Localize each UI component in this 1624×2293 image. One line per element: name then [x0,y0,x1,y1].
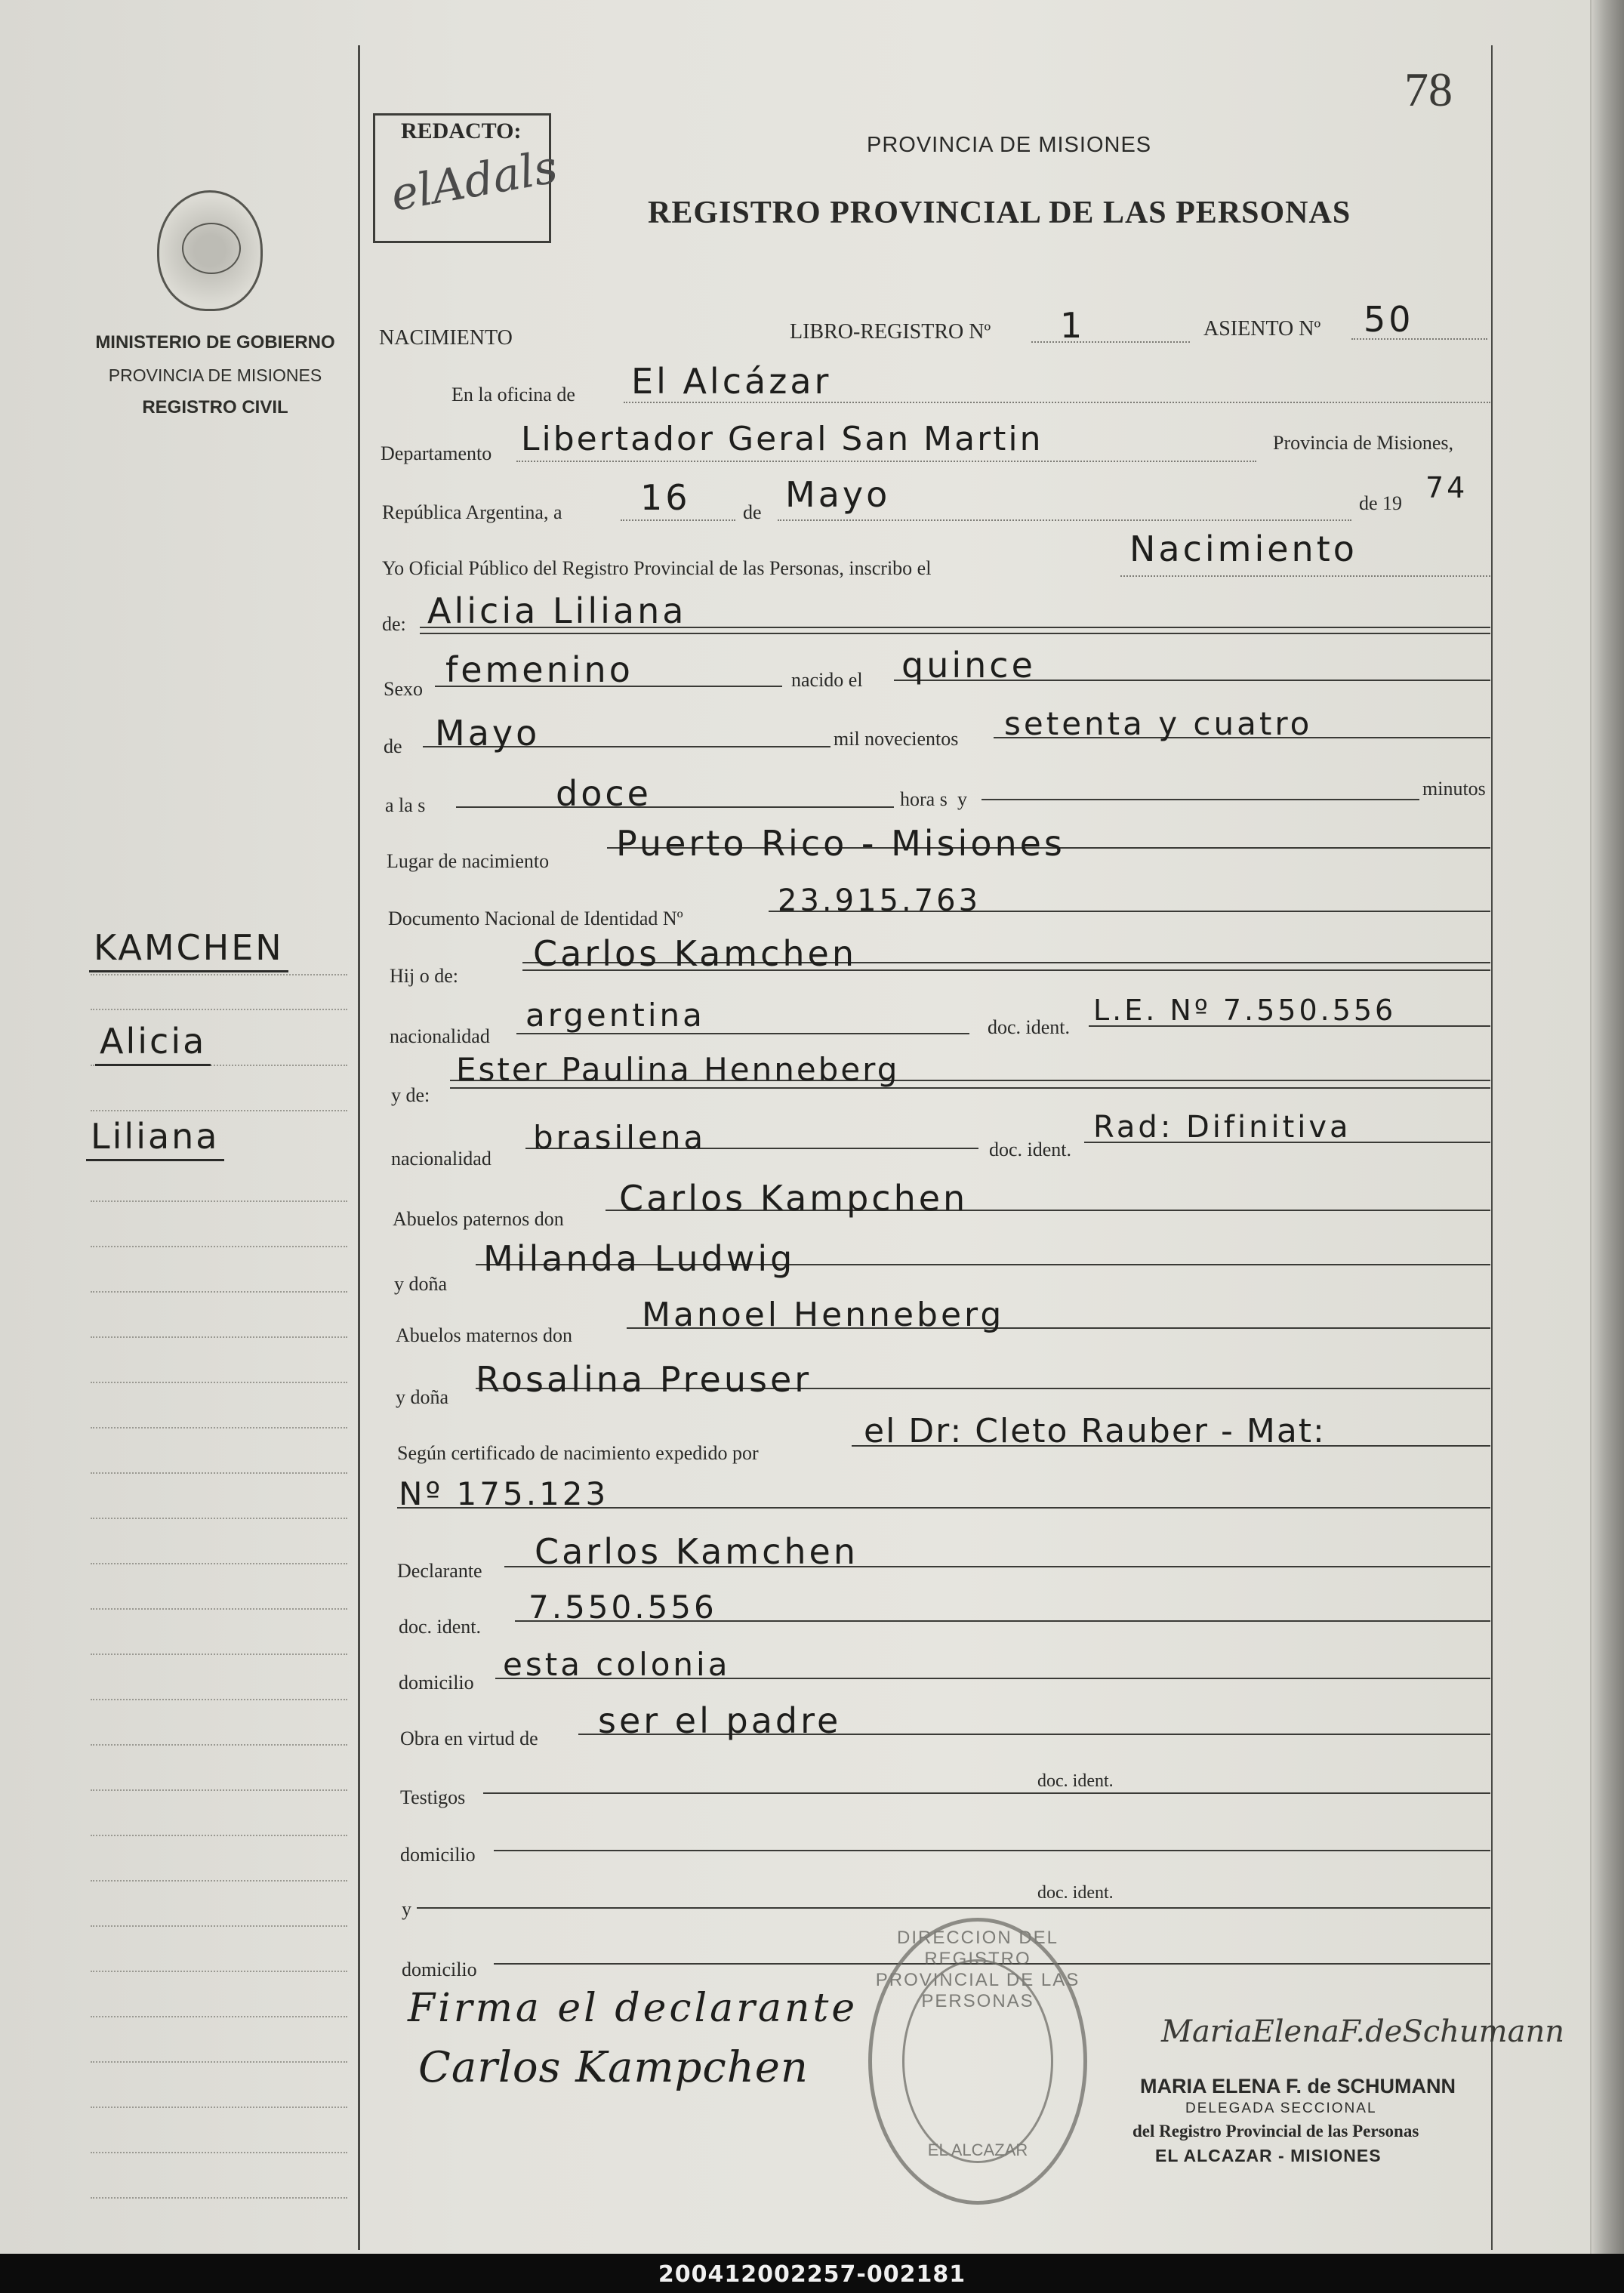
certificado-value: el Dr: Cleto Rauber - Mat: [864,1412,1326,1450]
republica-label: República Argentina, a [382,501,562,523]
departamento-label: Departamento [381,442,492,464]
certificado-label: Según certificado de nacimiento expedido por [397,1442,759,1464]
margin-line [91,1789,347,1791]
inscribo-line [1120,575,1490,577]
declarante-value: Carlos Kamchen [535,1531,858,1572]
redacto-label: REDACTO: [401,119,522,143]
official-signature: MariaElenaF.deSchumann [1161,2014,1564,2049]
a-las-label: a la s [385,794,426,816]
anio-value: 74 [1425,471,1468,504]
minutos-label: minutos [1422,778,1486,800]
act-type: NACIMIENTO [379,326,513,350]
declarante-label: Declarante [397,1560,482,1582]
margin-line [91,1925,347,1927]
departamento-line [516,461,1256,462]
ministry-name: MINISTERIO DE GOBIERNO [95,332,335,353]
madre-nacionalidad-label: nacionalidad [391,1148,492,1170]
madre-label: y de: [391,1084,430,1106]
page-number: 78 [1404,63,1453,116]
abuelo-paterno-value: Carlos Kampchen [619,1178,969,1219]
margin-line [91,1110,347,1111]
margin-line [91,1699,347,1700]
madre-doc-value: Rad: Difinitiva [1093,1110,1351,1145]
madre-doc-label: doc. ident. [989,1139,1072,1160]
binding-edge [1592,0,1624,2254]
y-label: y [957,788,967,810]
margin-line [91,974,347,975]
asiento-value: 50 [1364,299,1414,340]
footer-bar [0,2254,1624,2293]
ministry-civil: REGISTRO CIVIL [142,397,288,418]
abuela-materna-label: y doña [396,1386,449,1408]
asiento-label: ASIENTO Nº [1203,317,1321,341]
nacido-anio-value: setenta y cuatro [1004,705,1313,742]
redacto-signature: elAdals [387,140,562,222]
province-title: PROVINCIA DE MISIONES [867,133,1152,157]
sexo-label: Sexo [384,678,423,700]
declarante-signature: Carlos Kampchen [418,2043,809,2092]
margin-line [91,1608,347,1610]
libro-value: 1 [1060,305,1086,346]
stamp-arc-text: DIRECCION DEL REGISTRO PROVINCIAL DE LAS PERSONAS [875,1928,1080,2011]
inscribo-label: Yo Oficial Público del Registro Provincial de las Personas, inscribo el [382,557,932,579]
margin-line [91,1246,347,1247]
testigo-domicilio-label: domicilio [400,1844,476,1866]
libro-label: LIBRO-REGISTRO Nº [790,320,991,344]
abuela-paterna-value: Milanda Ludwig [483,1238,796,1279]
margin-line [91,2061,347,2063]
nombre-line-2 [420,633,1490,634]
nacido-dia-value: quince [901,645,1036,686]
margin-line [91,1472,347,1474]
nombre-value: Alicia Liliana [427,590,687,631]
ministry-province: PROVINCIA DE MISIONES [108,365,322,385]
oficina-line [624,402,1490,403]
libro-line [1031,341,1190,343]
declarante-doc-label: doc. ident. [399,1616,482,1638]
mil-label: mil novecientos [834,728,959,750]
margin-line [91,2152,347,2153]
official-name: MARIA ELENA F. de SCHUMANN [1140,2075,1456,2097]
dni-label: Documento Nacional de Identidad Nº [388,908,683,929]
departamento-value: Libertador Geral San Martin [521,420,1043,458]
margin-line [91,1835,347,1836]
domicilio-label: domicilio [399,1672,474,1694]
abuelos-maternos-label: Abuelos maternos don [396,1324,572,1346]
testigo-domicilio-line [494,1850,1490,1851]
margin-line [91,2016,347,2017]
dia-value: 16 [640,477,691,518]
mes-line [778,519,1351,521]
testigo2-doc-label: doc. ident. [1037,1883,1114,1903]
margin-line [91,1427,347,1429]
image-id-caption: 200412002257-002181 [658,2261,966,2288]
testigo2-domicilio-label: domicilio [402,1959,477,1980]
coat-of-arms-seal [157,190,263,311]
padre-doc-label: doc. ident. [988,1016,1071,1038]
margin-line [91,2107,347,2108]
domicilio-value: esta colonia [503,1646,731,1683]
obra-value: ser el padre [598,1700,842,1741]
minutos-line [981,799,1419,800]
nacido-mes-value: Mayo [435,713,541,754]
oficina-value: El Alcázar [631,361,832,402]
margin-rule [358,45,360,2250]
firma-nota: Firma el declarante [408,1986,858,2031]
dni-value: 23.915.763 [778,883,981,918]
margin-line [91,2197,347,2199]
margin-line [91,1200,347,1202]
margin-line [91,1653,347,1655]
nacido-label: nacido el [791,669,863,691]
de-mes-label: de [384,735,402,757]
nombre-label: de: [382,613,406,635]
redacto-box [373,113,562,243]
certificado-cont-value: Nº 175.123 [399,1475,609,1512]
official-stamp [868,1918,1087,2205]
madre-nacionalidad-value: brasilena [533,1119,707,1156]
testigo2-line [417,1907,1490,1909]
lugar-label: Lugar de nacimiento [387,850,550,872]
abuelos-paternos-label: Abuelos paternos don [393,1208,564,1230]
margin-given-name-1: Alicia [100,1021,207,1062]
testigo2-label: y [402,1898,411,1920]
testigo-doc-label: doc. ident. [1037,1771,1114,1791]
dia-line [621,519,735,521]
padre-nacionalidad-label: nacionalidad [390,1025,490,1047]
margin-given-name-2: Liliana [91,1116,220,1157]
registry-title: REGISTRO PROVINCIAL DE LAS PERSONAS [648,196,1351,230]
right-rule [1491,45,1493,2250]
margin-line [91,1880,347,1882]
margin-line [91,1563,347,1564]
inscribo-value: Nacimiento [1129,529,1357,569]
abuela-paterna-label: y doña [394,1273,448,1295]
padre-doc-value: L.E. Nº 7.550.556 [1093,994,1397,1027]
declarante-doc-value: 7.550.556 [528,1589,717,1626]
madre-value: Ester Paulina Henneberg [456,1051,900,1088]
oficina-label: En la oficina de [451,384,575,405]
margin-line [91,1291,347,1293]
official-place: EL ALCAZAR - MISIONES [1155,2146,1382,2165]
provincia-label: Provincia de Misiones, [1273,432,1454,454]
official-office: del Registro Provincial de las Personas [1132,2122,1419,2140]
sexo-value: femenino [445,649,633,690]
hora-line [456,806,894,808]
de-label: de [743,501,762,523]
obra-label: Obra en virtud de [400,1727,538,1749]
margin-line [91,1518,347,1519]
margin-line [91,1744,347,1746]
stamp-town: EL ALCAZAR [927,2140,1028,2159]
lugar-value: Puerto Rico - Misiones [616,823,1065,864]
margin-line [91,1336,347,1338]
margin-line [91,1971,347,1972]
margin-line [91,1382,347,1383]
abuelo-materno-value: Manoel Henneberg [642,1296,1005,1334]
testigo-line [483,1792,1490,1794]
official-title: DELEGADA SECCIONAL [1185,2100,1377,2116]
hijo-label: Hij o de: [390,965,458,987]
padre-nacionalidad-value: argentina [525,997,705,1034]
hora-value: doce [556,773,652,814]
margin-line [91,1009,347,1010]
mes-value: Mayo [785,474,891,515]
padre-value: Carlos Kamchen [533,933,857,974]
anio-label: de 19 [1359,492,1403,514]
abuela-materna-value: Rosalina Preuser [476,1359,812,1400]
testigos-label: Testigos [400,1786,466,1808]
horas-label: hora s [900,788,948,810]
margin-surname: KAMCHEN [94,927,284,968]
